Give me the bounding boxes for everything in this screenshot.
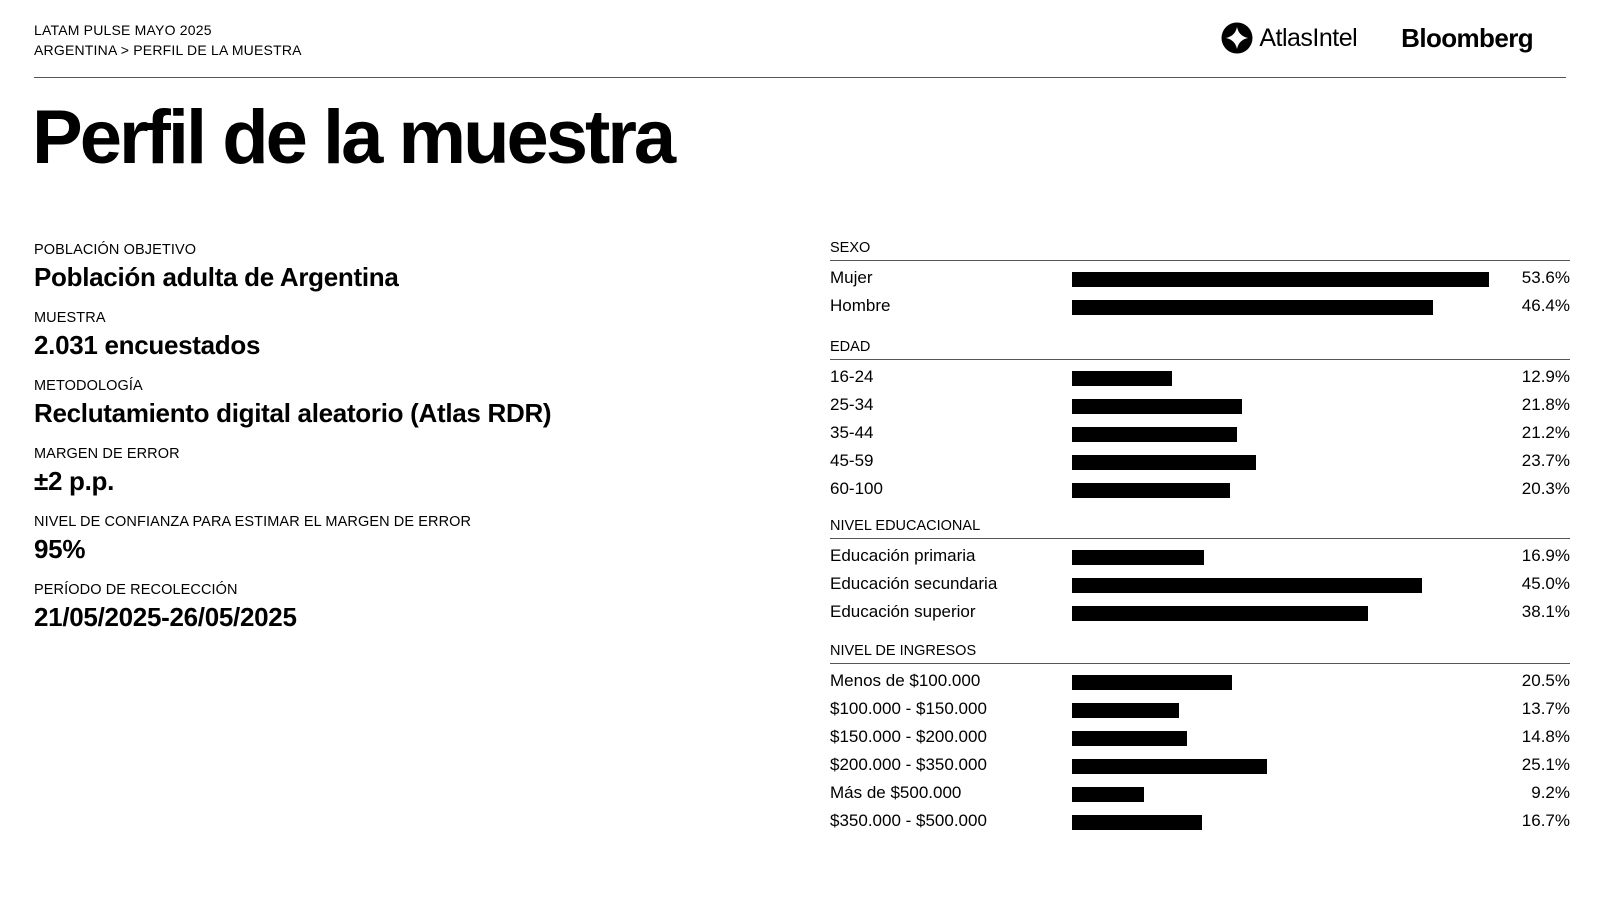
info-label: POBLACIÓN OBJETIVO <box>34 242 197 258</box>
bar <box>1072 550 1204 565</box>
value-label: 21.8% <box>1521 395 1570 414</box>
bar-track <box>1072 399 1500 414</box>
category-label: 60-100 <box>830 479 883 498</box>
bar-row <box>830 668 1570 696</box>
category-label: Mujer <box>830 268 873 287</box>
bar-track <box>1072 300 1500 315</box>
category-label: $100.000 - $150.000 <box>830 699 987 718</box>
category-label: 35-44 <box>830 423 874 442</box>
bar-track <box>1072 455 1500 470</box>
chart-section <box>830 335 1570 504</box>
page-title: Perfil de la muestra <box>32 95 674 180</box>
category-label: $200.000 - $350.000 <box>830 755 987 774</box>
bar <box>1072 427 1237 442</box>
section-divider <box>830 260 1570 261</box>
value-label: 53.6% <box>1521 268 1570 287</box>
info-label: MARGEN DE ERROR <box>34 446 180 462</box>
info-label: METODOLOGÍA <box>34 378 143 394</box>
info-item-collection-period <box>34 580 754 648</box>
info-label: NIVEL DE CONFIANZA PARA ESTIMAR EL MARGEN DE ERROR <box>34 514 472 530</box>
bloomberg-logo: Bloomberg <box>1401 22 1533 53</box>
category-label: 16-24 <box>830 367 874 386</box>
bar <box>1072 483 1230 498</box>
value-label: 20.5% <box>1521 671 1570 690</box>
bar-track <box>1072 787 1500 802</box>
value-label: 25.1% <box>1521 755 1570 774</box>
bar-row <box>830 364 1570 392</box>
info-value: Reclutamiento digital aleatorio (Atlas RDR) <box>34 398 552 428</box>
bar-track <box>1072 815 1500 830</box>
bar-row <box>830 752 1570 780</box>
chart-section <box>830 639 1570 836</box>
bar-track <box>1072 703 1500 718</box>
chart-section <box>830 514 1570 627</box>
category-label: 25-34 <box>830 395 874 414</box>
section-title: EDAD <box>830 339 871 355</box>
bar-row <box>830 808 1570 836</box>
value-label: 12.9% <box>1521 367 1570 386</box>
value-label: 16.7% <box>1521 811 1570 830</box>
category-label: Más de $500.000 <box>830 783 962 802</box>
report-series-label: LATAM PULSE MAYO 2025 <box>34 22 212 38</box>
bar-row <box>830 293 1570 321</box>
value-label: 13.7% <box>1521 699 1570 718</box>
info-item-margin-of-error <box>34 444 754 512</box>
info-item-target-population <box>34 240 754 308</box>
value-label: 9.2% <box>1531 783 1570 802</box>
section-title: NIVEL DE INGRESOS <box>830 643 977 659</box>
bar <box>1072 759 1267 774</box>
bar-track <box>1072 550 1500 565</box>
category-label: $350.000 - $500.000 <box>830 811 987 830</box>
bar-track <box>1072 272 1500 287</box>
bar-row <box>830 476 1570 504</box>
bar-row <box>830 392 1570 420</box>
value-label: 14.8% <box>1521 727 1570 746</box>
info-value: 95% <box>34 534 86 564</box>
bar <box>1072 300 1433 315</box>
atlasintel-logo-icon <box>1221 22 1253 54</box>
sample-info-panel <box>34 240 754 648</box>
category-label: $150.000 - $200.000 <box>830 727 987 746</box>
info-value: 21/05/2025-26/05/2025 <box>34 602 297 632</box>
bar-row <box>830 599 1570 627</box>
bar <box>1072 455 1256 470</box>
bar <box>1072 703 1179 718</box>
bar <box>1072 399 1242 414</box>
info-item-methodology <box>34 376 754 444</box>
info-value: 2.031 encuestados <box>34 330 261 360</box>
atlasintel-logo-text: AtlasIntel <box>1259 23 1358 52</box>
category-label: Menos de $100.000 <box>830 671 981 690</box>
bar-track <box>1072 759 1500 774</box>
atlasintel-logo <box>1221 22 1357 54</box>
value-label: 23.7% <box>1521 451 1570 470</box>
chart-section <box>830 236 1570 321</box>
bar-row <box>830 724 1570 752</box>
bar <box>1072 272 1489 287</box>
bar <box>1072 787 1144 802</box>
bar-row <box>830 696 1570 724</box>
value-label: 16.9% <box>1521 546 1570 565</box>
category-label: Educación superior <box>830 602 976 621</box>
bar <box>1072 731 1187 746</box>
sample-profile-charts <box>830 236 1570 836</box>
bar-row <box>830 543 1570 571</box>
value-label: 21.2% <box>1521 423 1570 442</box>
bar-row <box>830 780 1570 808</box>
section-title: NIVEL EDUCACIONAL <box>830 518 981 534</box>
bar-track <box>1072 675 1500 690</box>
info-value: ±2 p.p. <box>34 466 115 496</box>
bar <box>1072 675 1232 690</box>
category-label: Educación secundaria <box>830 574 998 593</box>
value-label: 45.0% <box>1521 574 1570 593</box>
bar-row <box>830 265 1570 293</box>
info-label: MUESTRA <box>34 310 106 326</box>
header-divider <box>34 77 1566 78</box>
bar-track <box>1072 578 1500 593</box>
section-title: SEXO <box>830 240 871 256</box>
bar-track <box>1072 371 1500 386</box>
bar <box>1072 371 1172 386</box>
bar-row <box>830 571 1570 599</box>
bar <box>1072 578 1422 593</box>
breadcrumb: ARGENTINA > PERFIL DE LA MUESTRA <box>34 42 302 58</box>
bar <box>1072 606 1368 621</box>
bar-row <box>830 420 1570 448</box>
value-label: 20.3% <box>1521 479 1570 498</box>
bar <box>1072 815 1202 830</box>
category-label: Hombre <box>830 296 891 315</box>
info-item-sample <box>34 308 754 376</box>
bar-track <box>1072 606 1500 621</box>
value-label: 46.4% <box>1521 296 1570 315</box>
section-divider <box>830 538 1570 539</box>
section-divider <box>830 663 1570 664</box>
category-label: Educación primaria <box>830 546 976 565</box>
category-label: 45-59 <box>830 451 874 470</box>
value-label: 38.1% <box>1521 602 1570 621</box>
bar-track <box>1072 483 1500 498</box>
bar-track <box>1072 427 1500 442</box>
info-label: PERÍODO DE RECOLECCIÓN <box>34 582 238 598</box>
info-value: Población adulta de Argentina <box>34 262 399 292</box>
bar-track <box>1072 731 1500 746</box>
bar-row <box>830 448 1570 476</box>
section-divider <box>830 359 1570 360</box>
logos <box>1221 22 1533 54</box>
info-item-confidence-level <box>34 512 754 580</box>
